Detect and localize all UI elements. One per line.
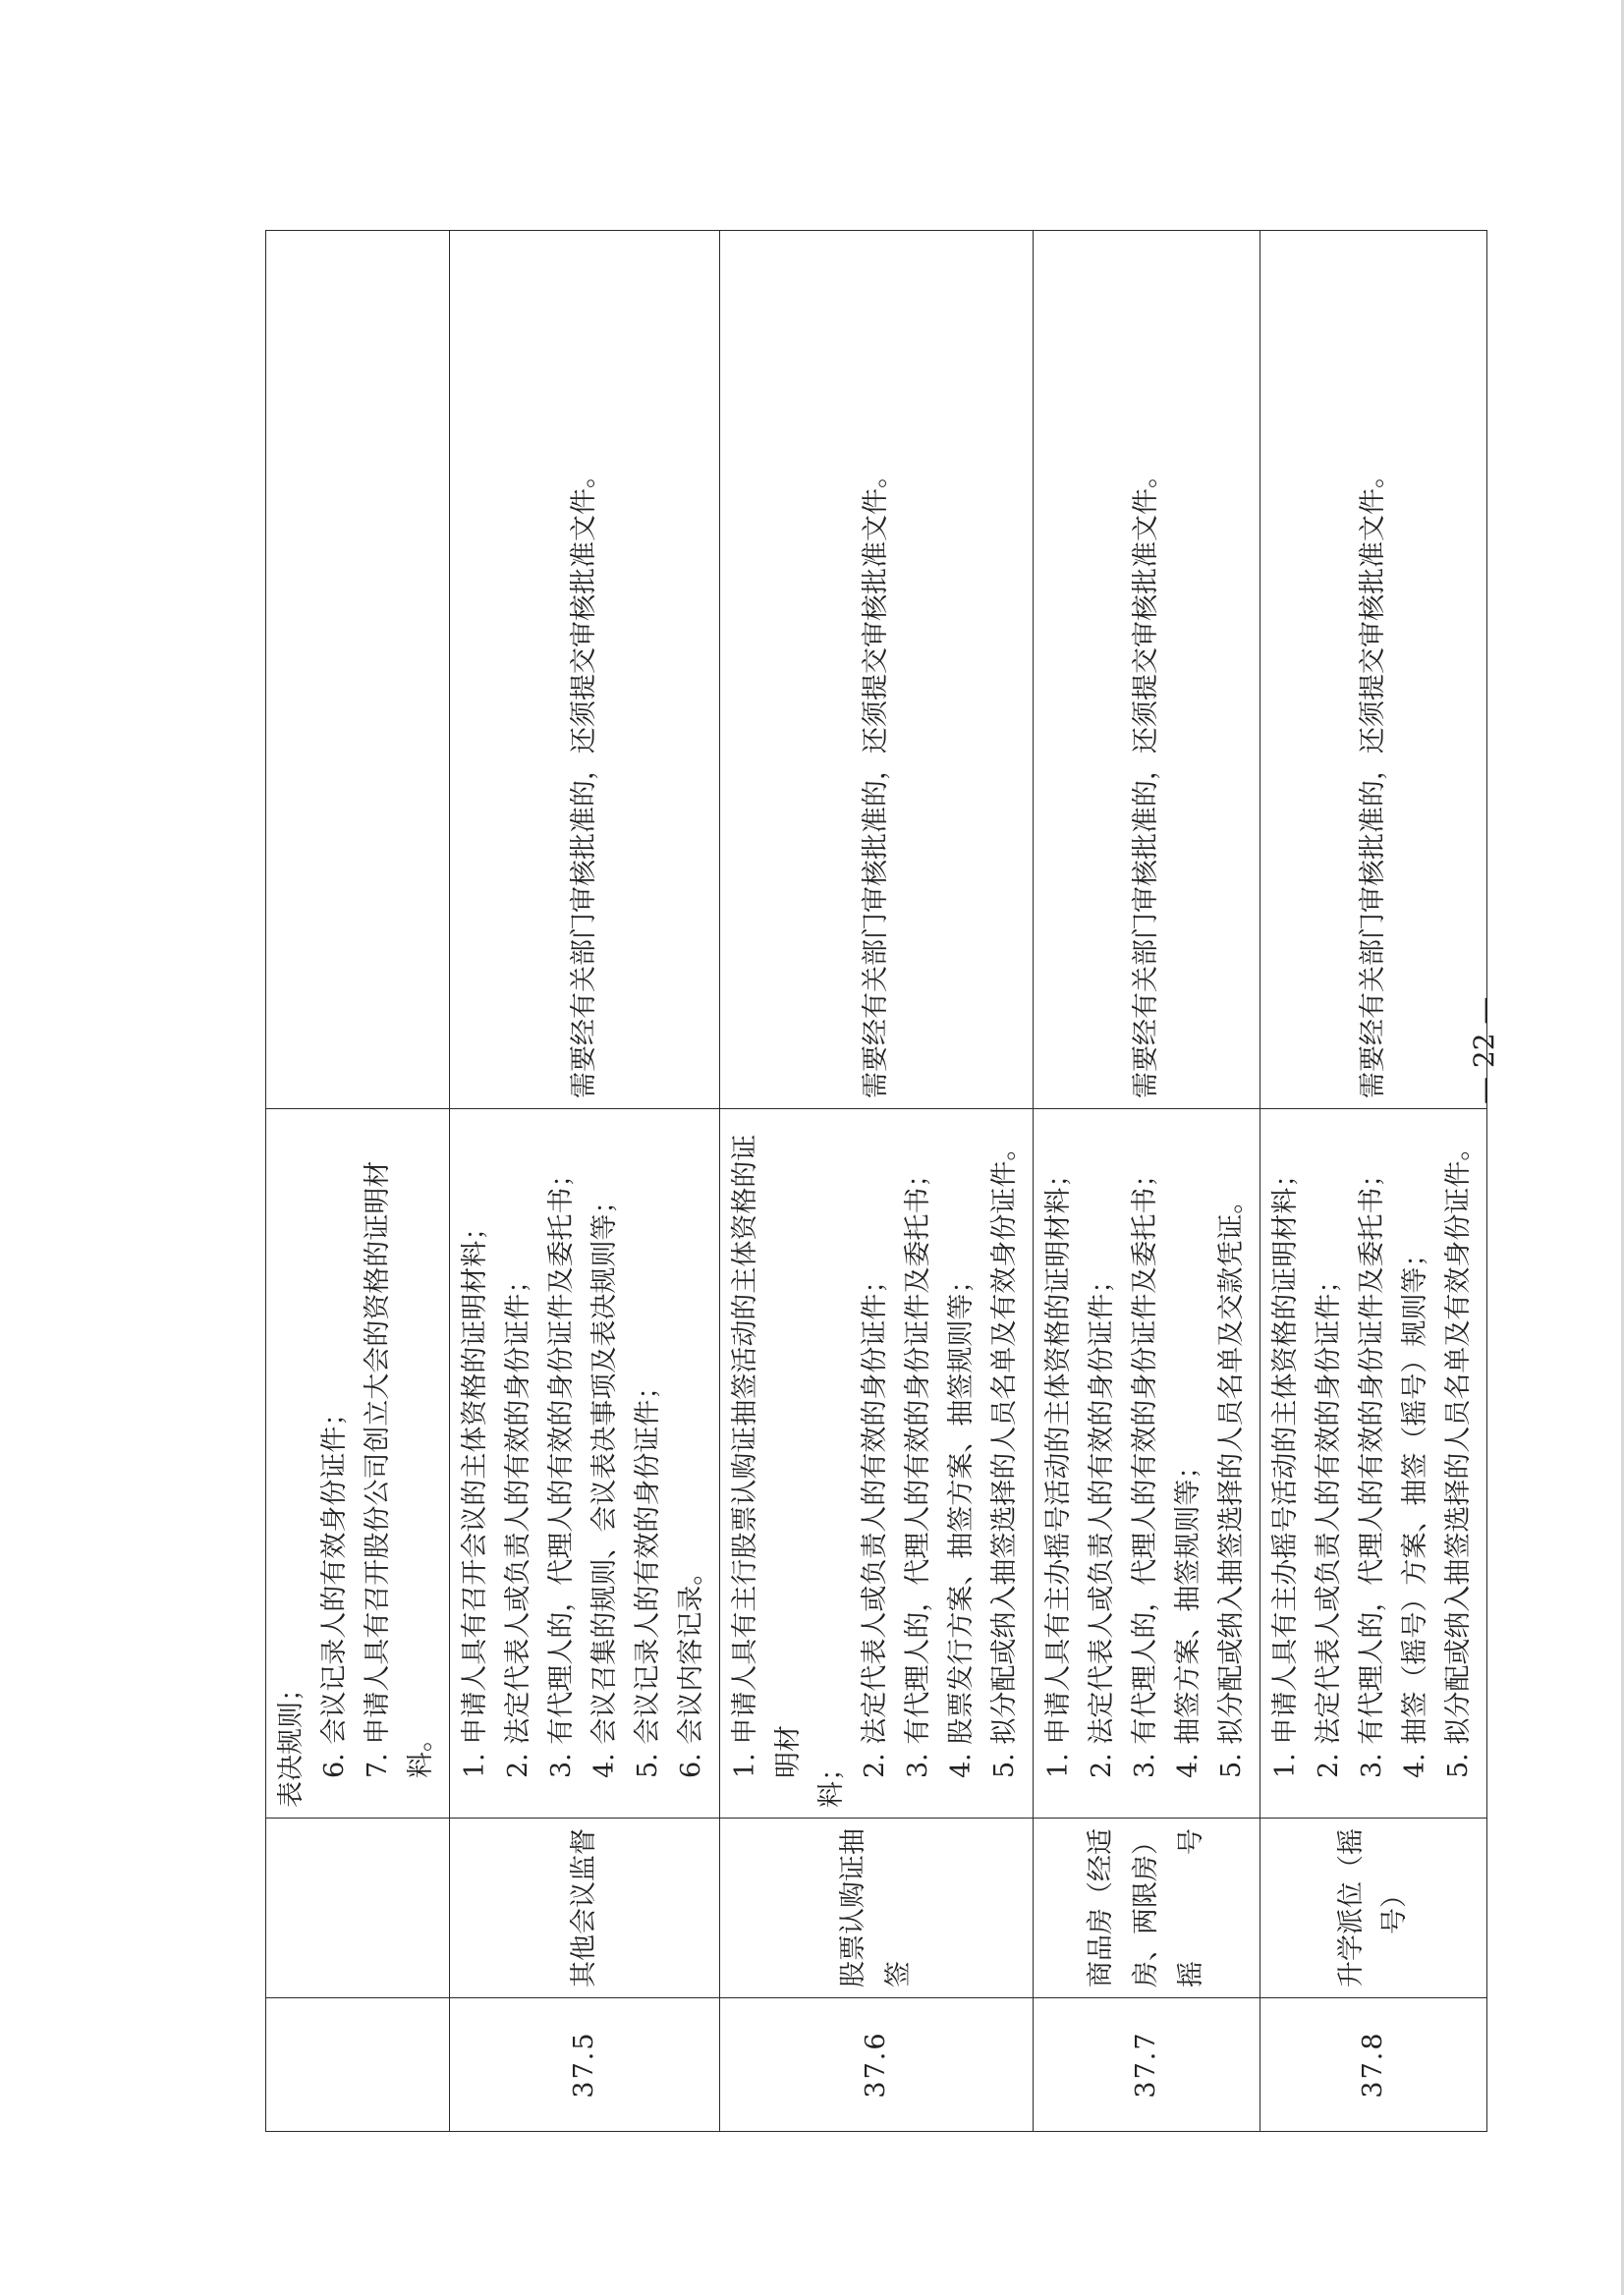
table-row <box>1034 231 1260 2132</box>
material-line: 2. 法定代表人或负责人的有效的身份证件； <box>860 1266 890 1778</box>
item-name <box>266 1819 450 1998</box>
item-name: 股票认购证抽签 <box>720 1819 1034 1998</box>
material-line: 6. 会议记录人的有效身份证件； <box>319 1399 350 1778</box>
material-line: 2. 法定代表人或负责人的有效的身份证件； <box>1087 1266 1117 1778</box>
material-line: 4. 抽签（摇号）方案、抽签（摇号）规则等； <box>1400 1240 1430 1778</box>
item-name: 升学派位（摇号） <box>1260 1819 1487 1998</box>
material-line: 4. 股票发行方案、抽签方案、抽签规则等； <box>946 1266 977 1778</box>
remark <box>266 231 450 1109</box>
material-line: 料； <box>816 1755 847 1808</box>
required-materials <box>1034 1109 1260 1819</box>
required-materials <box>450 1109 720 1819</box>
required-materials <box>720 1109 1034 1819</box>
required-materials <box>1260 1109 1487 1819</box>
material-line: 2. 法定代表人或负责人的有效的身份证件； <box>503 1266 533 1778</box>
material-line: 3. 有代理人的，代理人的有效的身份证件及委托书； <box>1357 1160 1387 1778</box>
material-line: 5. 拟分配或纳入抽签选择的人员名单及有效身份证件。 <box>989 1134 1020 1778</box>
material-line: 3. 有代理人的，代理人的有效的身份证件及委托书； <box>1130 1160 1160 1778</box>
material-line: 7. 申请人具有召开股份公司创立大会的资格的证明材料。 <box>363 1160 436 1778</box>
material-line: 5. 会议记录人的有效的身份证件； <box>633 1372 663 1778</box>
remark: 需要经有关部门审核批准的，还须提交审核批准文件。 <box>1034 231 1260 1109</box>
material-line: 5. 拟分配或纳入抽签选择的人员名单及有效身份证件。 <box>1443 1134 1474 1778</box>
table-row <box>720 231 1034 2132</box>
material-line: 2. 法定代表人或负责人的有效的身份证件； <box>1314 1266 1344 1778</box>
material-line: 6. 会议内容记录。 <box>676 1558 706 1778</box>
remark: 需要经有关部门审核批准的，还须提交审核批准文件。 <box>1260 231 1487 1109</box>
required-materials <box>266 1109 450 1819</box>
row-number <box>266 1998 450 2132</box>
table-row <box>266 231 450 2132</box>
row-number: 37.6 <box>720 1998 1034 2132</box>
table-row <box>1260 231 1487 2132</box>
notary-materials-table <box>265 230 1487 2132</box>
material-line: 4. 会议召集的规则、会议表决事项及表决规则等； <box>589 1187 620 1778</box>
material-line: 3. 有代理人的，代理人的有效的身份证件及委托书； <box>546 1160 577 1778</box>
table-row <box>450 231 720 2132</box>
material-line: 表决规则； <box>276 1675 307 1808</box>
material-line: 1. 申请人具有召开会议的主体资格的证明材料； <box>460 1213 490 1778</box>
item-name: 其他会议监督 <box>450 1819 720 1998</box>
remark: 需要经有关部门审核批准的，还须提交审核批准文件。 <box>720 231 1034 1109</box>
page-number: — 22 — <box>1468 996 1500 1104</box>
remark: 需要经有关部门审核批准的，还须提交审核批准文件。 <box>450 231 720 1109</box>
material-line: 3. 有代理人的，代理人的有效的身份证件及委托书； <box>903 1160 933 1778</box>
item-name: 商品房（经适房、两限房）摇号 <box>1034 1819 1260 1998</box>
material-line: 5. 拟分配或纳入抽签选择的人员名单及交款凭证。 <box>1216 1187 1247 1778</box>
row-number: 37.5 <box>450 1998 720 2132</box>
material-line: 1. 申请人具有主行股票认购证抽签活动的主体资格的证明材 <box>730 1134 804 1778</box>
row-number: 37.8 <box>1260 1998 1487 2132</box>
row-number: 37.7 <box>1034 1998 1260 2132</box>
material-line: 4. 抽签方案、抽签规则等； <box>1173 1452 1204 1778</box>
rotated-table-container <box>265 231 1474 2132</box>
material-line: 1. 申请人具有主办摇号活动的主体资格的证明材料； <box>1270 1160 1301 1778</box>
material-line: 1. 申请人具有主办摇号活动的主体资格的证明材料； <box>1043 1160 1074 1778</box>
